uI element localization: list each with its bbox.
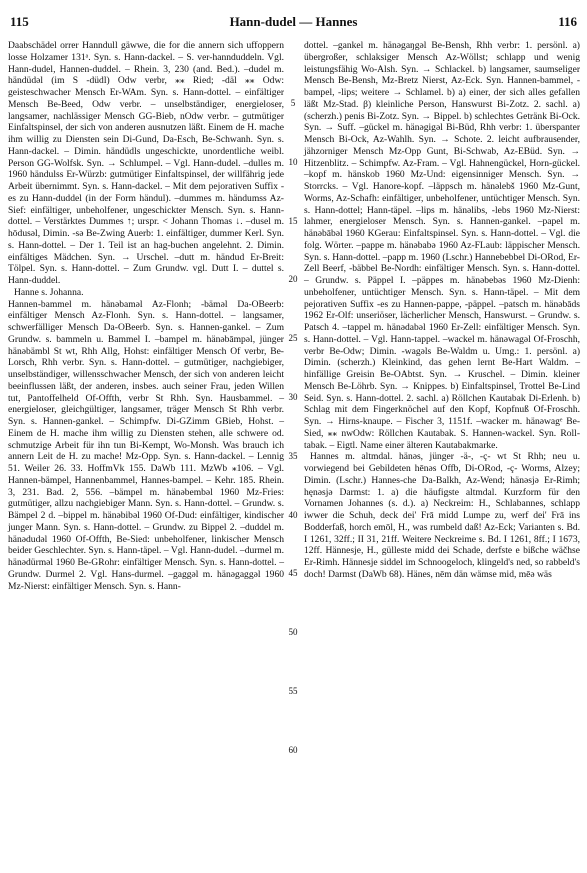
line-number: 55 <box>288 686 298 696</box>
entry-paragraph: dottel. –gankel m. hänəgaŋgəl Be-Bensh, Rhh verbr: 1. persönl. a) übergroßer, schlaksiger Mensch Az-Wöllst; schlapp und wenig leistungsfähig Wo-Alsh. Syn. → Schlackel. b) langsamer, saumseliger Mensch Be-Bensh, Mz-Bretz Nierst, Az-Eck. Syn. Hannen-bammel, -bampel, -lips; weitere → Schlamel. b) a) einer, der sich alles gefallen läßt Mz-Stad. β) kleinliche Person, Hanswurst Bi-Zotz. 2. sachl. a) (scherzh.) penis Bi-Zotz. Syn. → Bippel. b) schlechtes Getränk Bi-Ock. Syn. → Suff. –gückel m. hänəgigəl Bi-Büd, Rhh verbr: 1. überspanter Mensch Bi-Ock, Az-Wahlh. Syn. → Schote. 2. leicht aufbrausender, jähzorniger Mensch Mz-Opp Gunt, Bi-Schwab, Az-EBüd. Syn. → Hitzenblitz. – Schimpfw. Az-Fram. – Vgl. Hahnengückel, Horn-gückel. –kopf m. hänskob 1960 Mz-Und: eigensinniger Mensch. Syn. → Storrcks. – Vgl. Hanore-kopf. –läppsch m. hänəlebš 1960 Mz-Gunt, Worms, Az-Schafh: einfältiger, unbeholfener, untüchtiger Mensch. Syn. s. Hann-dottel; Hann-täpel. –lips m. hänəlibs, -lebs 1960 Mz-Nierst: lahmer, energieloser Mensch. Syn. s. Hannen-gankel. –papel m. hänəbābəl 1960 KGerau: Einfaltspinsel. Syn. s. Hann-dottel. – Vgl. die folg. Wörter. –pappe m. hänəbabə 1960 Az-FLaub: läppischer Mensch. Syn. s. Hann-dottel. –papp m. 1960 (Lschr.) Hannebebbel Di-ORod, Er-Zell Beerf, -bäbbel Be-Nordh: einfältiger Mensch. Syn. s. Hann-dottel. – Grundw. s. Päppel I. –päppes m. hänəbebəs 1960 Mz-Dienh: unbeholfener, untüchtiger Mensch. Syn. s. Hann-täpel. – Mit dem pejorativen Suffix -es zu Hannen-pappe, -päppel. –patsch m. hänəbāds 1962 Er-Olf: unseriöser, lächerlicher Mensch, Hanswurst. – Grundw. s. Patsch 4. –tappel m. hänədabəl 1960 Er-Zell: einfältiger Mensch. Syn. s. Hann-dottel. – Vgl. Hann-tappel. –wackel m. hänəwagəl Of-Froschh, verbr Be-Odw; Dimin. -wagəls Be-Waldm u. Umg.: 1. persönl. a) Dimin. (scherzh.) Kleinkind, das gehen lernt Be-Hart Waldm. – hinfällige Greisin Be-OAbtst. Syn. → Kruschel. – Dimin. kleiner Mensch Be-Löhrb. Syn. → Knippes. b) Einfaltspinsel, Trottel Be-Lind Seid. Syn. s. Hann-dottel. 2. sachl. a) Röllchen Kautabak Di-Erlenh. b) Schlag mit dem Fingerknöchel auf den Kopf, Kopfnuß Of-Froschh. Syn. → Hirns-knaupe. – Fischer 3, 1151f. –wacker m. hänəwagᵉ Be-Sied, ⁎⁎ nwOdw: Röllchen Kautabak. S. Hannen-wackel. Syn. Roll-tabak. – Eigtl. Name einer älteren Kautabakmarke. <box>304 40 580 451</box>
line-number: 45 <box>288 568 298 578</box>
line-number: 15 <box>288 216 298 226</box>
entry-paragraph: Hannen-bammel m. hänəbaməl Az-Flonh; -bäməl Da-OBeerb: einfältiger Mensch Az-Flonh. Syn. s. Hann-dottel. – langsamer, schwerfälliger Mensch Da-OBeerb. Syn. s. Hannen-gankel. – Zum Grundw. s. bammeln u. Bammel I. –bampel m. hänəbāmpəl, jünger hänəbämbl St wt, Rhh Allg, Hohst: einfältiger Mensch Of verbr, Be-Lorsch, Rhh verbr. Syn. s. Hann-dottel. – gutmütiger, nachgiebiger, unselbständiger, willensschwacher Mensch, der sich von anderen leicht beeinflussen läßt, der anderen, insbes. auch seiner Frau, jeden Willen tut, Pantoffelheld Of-Offth, verbr St Rhh. Syn. Hausbammel. – energieloser, gleichgültiger, langsamer, träger Mensch St Rhh verbr. Syn. s. Hannen-gankel. – Schimpfw. Di-GZimm GBieb, Hohst. – Einem de H. mache ihm willig zu Diensten stehen, alle schwere od. schmutzige Arbeit für ihn tun Bi-Kempt, Wo-Monsh. Was brauch ich annern Leit de H. zu mache! Mz-Opp. Syn. s. Hann-dackel. – Lennig 51. Weiler 26. 33. HoffmVk 155. DaWb 111. MzWb ⁎106. – Vgl. Hannen-bämpel, Hannenbammel, Hannes-bampel. – Kehr. 185. Rhein. 3, 231. Bad. 2, 556. –bämpel m. hänəbembəl 1960 Mz-Fries: gutmütiger, allzu nachgiebiger Mann. Syn. s. Hann-dottel. – Grundw. s. Bämpel 2 d. –bippel m. hänəbibəl 1960 Of-Dud: einfältiger, kindischer junger Mann. Syn. s. Hann-dottel. – Grundw. zu Bippel 2. –duddel m. hänədudəl 1960 Of-Offth, Be-Sied: unbeholfener, linkischer Mensch beider Geschlechter. Syn. s. Hann-täpel. – Vgl. Hann-dudel. –durmel m. hänədürməl 1960 Be-GRohr: einfältiger Mensch. Syn. s. Hann-dottel. – Grundw. Durmel 2. Vgl. Hans-durmel. –gaggəl m. hänəgaggəl 1960 Mz-Nierst: einfältiger Mensch. Syn. s. Hann- <box>8 298 284 592</box>
line-number: 25 <box>288 333 298 343</box>
running-title: Hann-dudel — Hannes <box>229 14 358 29</box>
line-number: 40 <box>288 510 298 520</box>
line-number: 30 <box>288 392 298 402</box>
line-number: 35 <box>288 451 298 461</box>
page-header <box>10 14 577 32</box>
line-number: 60 <box>288 745 298 755</box>
line-number: 50 <box>288 627 298 637</box>
line-number: 20 <box>288 274 298 284</box>
entry-paragraph: Hanne s. Johanna. <box>14 286 84 298</box>
page-number-left: 115 <box>10 14 29 29</box>
entry-paragraph: Daabschädel orrer Hanndull gäwwe, die for die annern sich uffoppern losse Holzamer 131ᵃ. Syn. s. Hann-dackel. – S. ver-hannduddeln. Vgl. Hann-dudel, Hannen-duddel. – Rhein. 3, 230 (and. Bed.). –dudel m. händüdəl (im S -düdl) Odw verbr, ⁎⁎ Ried; -däl ⁎⁎ Odw: geisteschwacher Mensch Er-WAm. Syn. s. Hann-dottel. – einfältiger Mensch Be-Beed, Odw verbr. – unselbständiger, energieloser, langsamer, nachlässiger Mensch GG-Bieb, nOdw verbr. – gutmütiger Einfaltspinsel, der sich von anderen ausnutzen läßt. Einem de H. mache ihm willig zu Diensten sein Di-Gund, Da-Esch, Be-Schwanh. Syn. s. Hann-dackel. – Dimin. händüdls ungeschickte, unordentliche weibl. Person GG-Wolfsk. Syn. → Schlumpel. – Vgl. Hann-dudel. –dulles m. 1960 händulss Er-Würzb: gutmütiger Einfaltspinsel, der willfährig jede Arbeit übernimmt. Syn. s. Hann-dackel. – Mit dem pejorativen Suffix -es zu Hann-duddel (in der Form händul). –dummes m. händumss Az-Sief: einfältiger, unbeholfener, ungeschickter Mensch. Syn. s. Hann-dottel. – Verstärktes Dummes ↑; urspr. < Johann Thomas ↓. –dusel m. hōdusəl, Dimin. -sə Be-Zwing Auerb: 1. einfältiger, dummer Kerl. Syn. s. Hann-dottel. – Der 1. Teil ist an hag-buchen angelehnt. 2. Dimin. einfältiges Mädchen. Syn. → Urschel. –dutt m. händud Er-Breit: Tölpel. Syn. s. Hann-dottel. – Zum Grundw. vgl. Dutt I. – duttel s. Hann-duddel. <box>8 40 284 286</box>
page-number-right: 116 <box>558 14 577 29</box>
entry-paragraph: Hannes m. altmdal. hänəs, jünger -ä-, -ç- wt St Rhh; neu u. vorwiegend bei Gebildeten hēnəs Offb, Di-ORod, -ç- Worms, Alzey; Dimin. (Lschr.) Hannes-che Da-Balkh, Az-Wend; hänəsjə Er-Rimh; hęnəsjə Darmst: 1. a) die häufigste altmdal. Kurzform für den Vornamen Johannes (s. d.). a) Neckreim: H., Schlabannes, schlapp iwwer die Schuh, deck dei' Frā midd Lumpe zu, werf dei' Frā ins Bodderfaß, horch emōl, H., was rumbeld daß! Az-Eck; Varianten s. Bd. I 1261, 32ff.; II 31, 21ff. Weitere Neckreime s. Bd. I 1261, 8ff.; I 1673, 12ff. Hännesje, H., gülleste midd dei Schade, derfste e bißche wäčhse Er-Rimh. Hännesje siddel im Schnoogeloch, klingeld's ned, so rabbeld's doch! Darmst (DaWb 68). Hänes, nēm dän wämse mid, mēə wäs <box>304 451 580 580</box>
right-column <box>304 40 580 581</box>
left-column <box>8 40 284 592</box>
line-number: 5 <box>290 98 296 108</box>
line-number: 10 <box>288 157 298 167</box>
